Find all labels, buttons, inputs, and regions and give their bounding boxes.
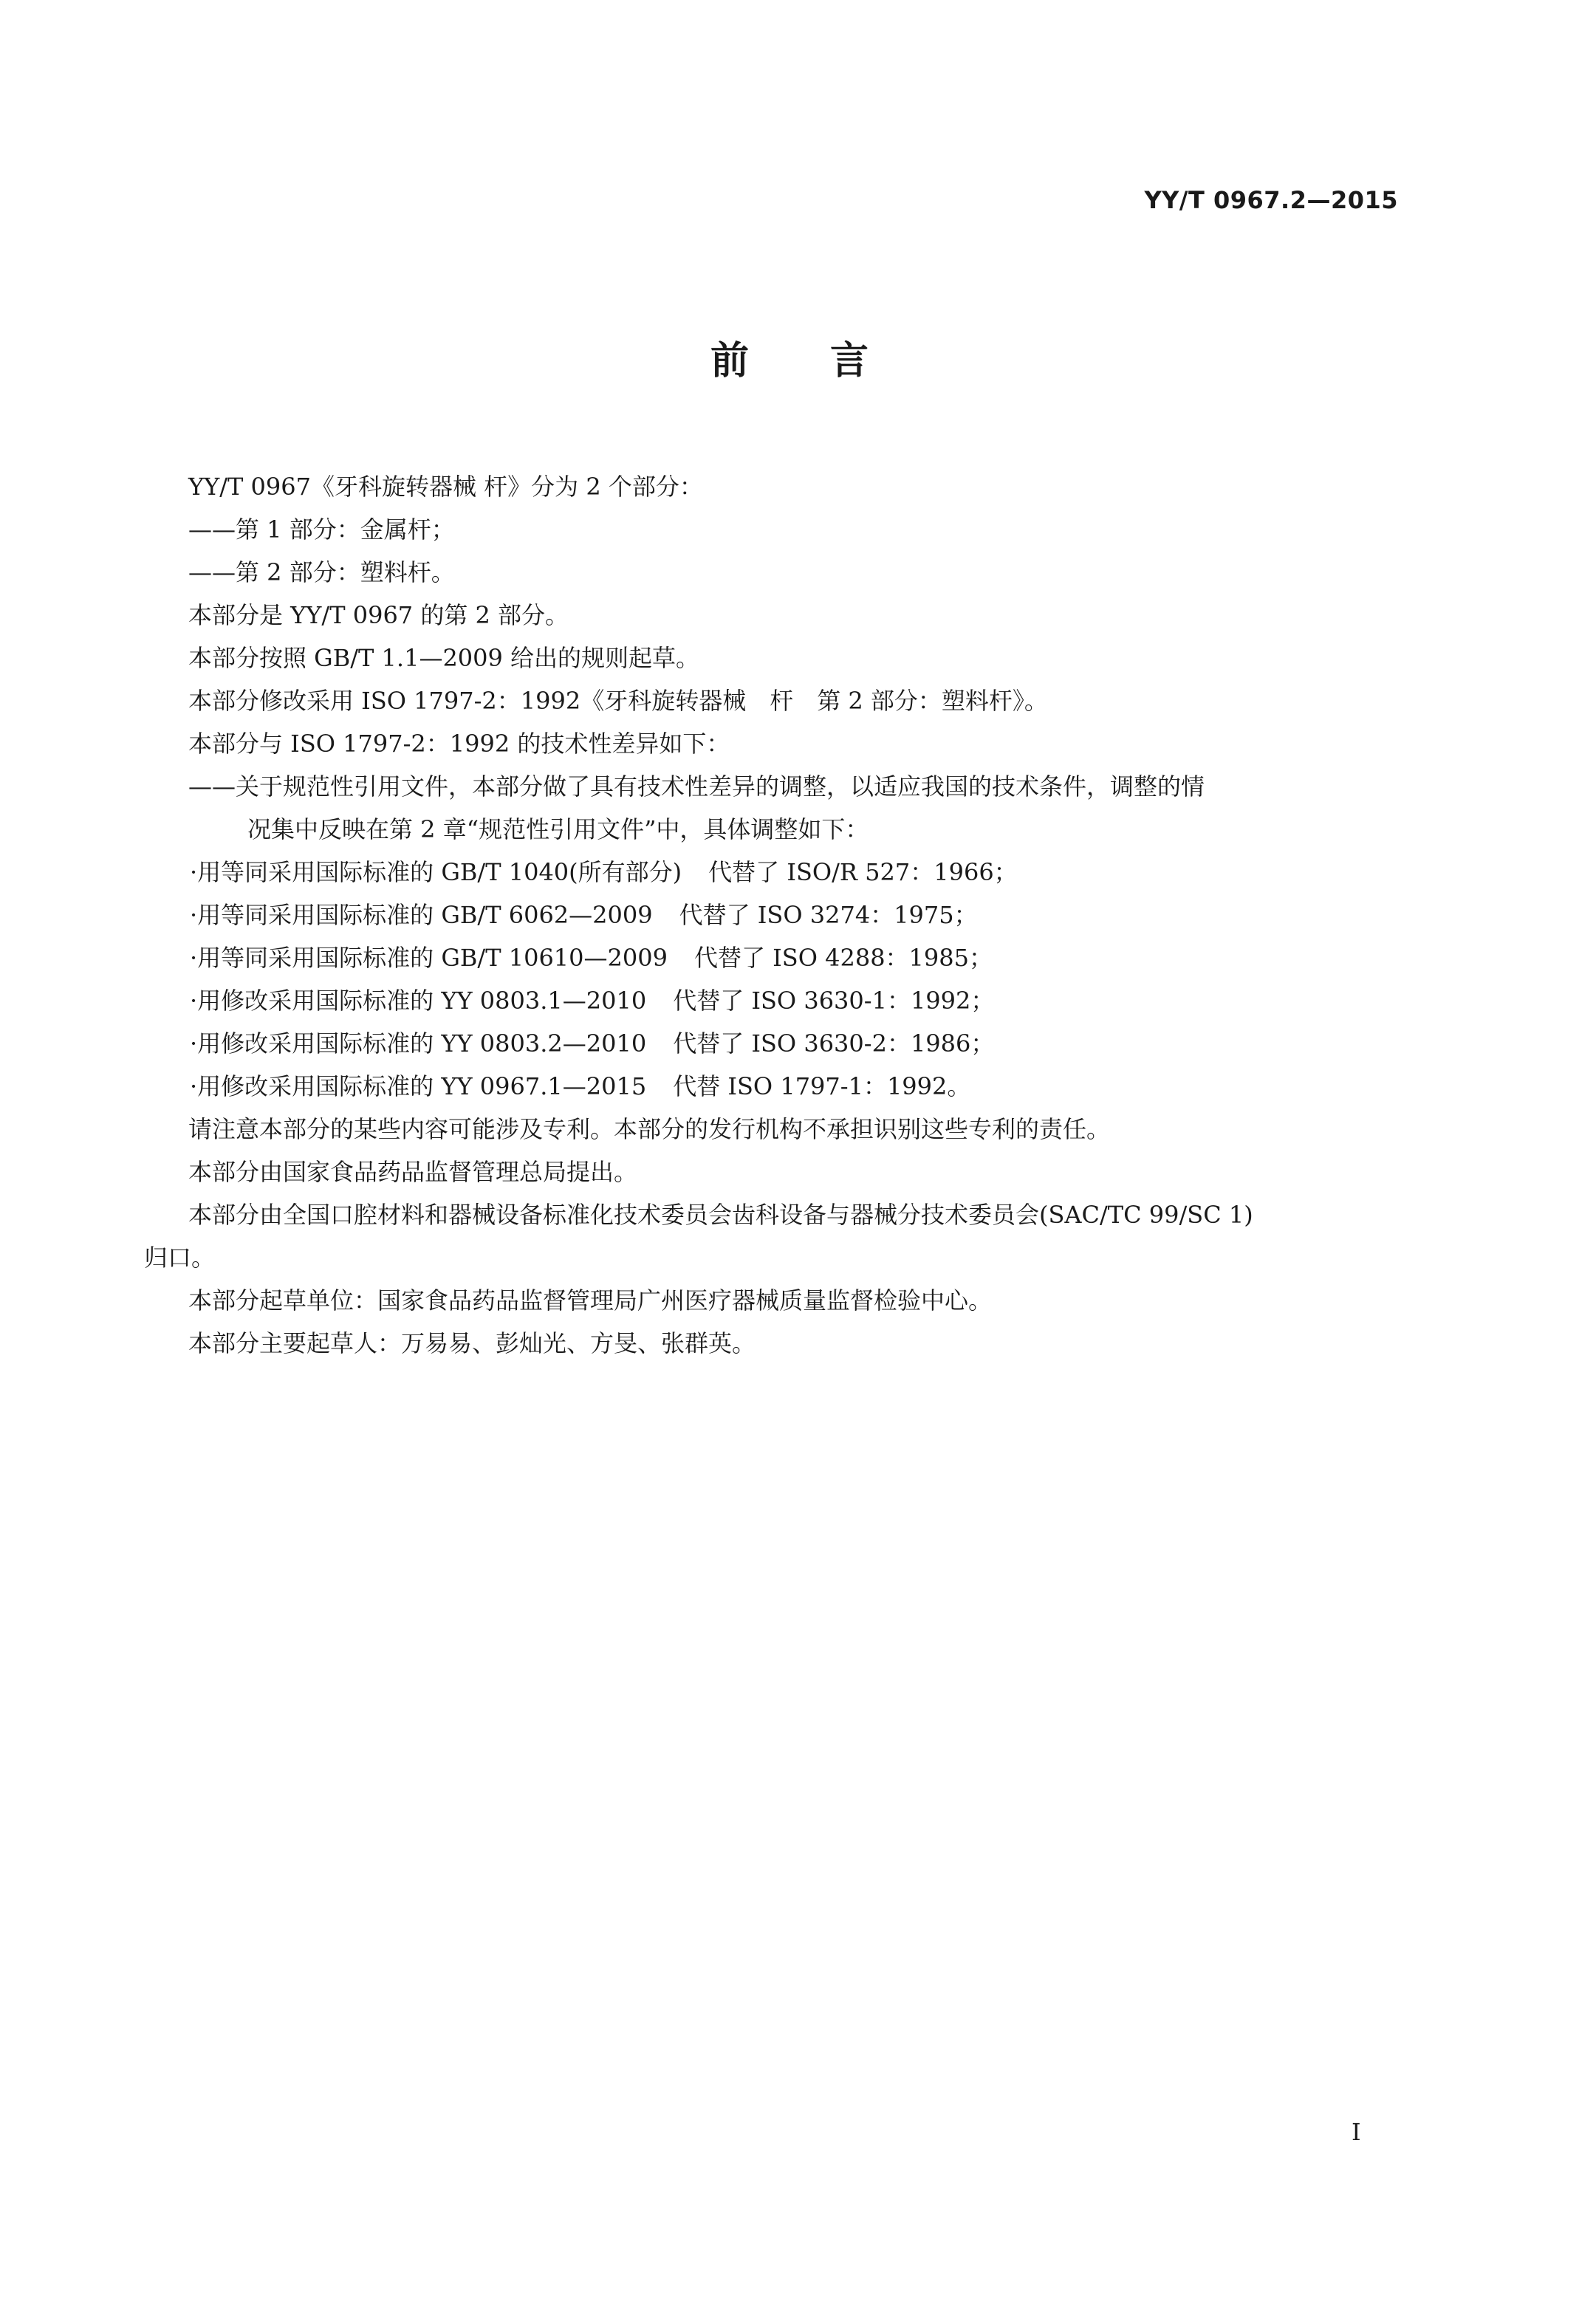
list-item-part-2: ——第 2 部分：塑料杆。 <box>188 558 455 586</box>
list-item <box>144 1065 1400 1108</box>
paragraph-parts-intro: YY/T 0967《牙科旋转器械 杆》分为 2 个部分： <box>188 473 703 501</box>
paragraph-proposed-by: 本部分由国家食品药品监督管理总局提出。 <box>188 1158 638 1186</box>
bullet-standard: ·用等同采用国际标准的 GB/T 1040(所有部分) <box>190 858 682 886</box>
bullet-standard: ·用修改采用国际标准的 YY 0803.2—2010 <box>190 1029 647 1058</box>
foreword-body <box>144 465 1400 1365</box>
paragraph-committee-line2: 归口。 <box>144 1244 216 1272</box>
paragraph-normative-refs-line1: ——关于规范性引用文件，本部分做了具有技术性差异的调整，以适应我国的技术条件，调整的情 <box>188 772 1205 801</box>
paragraph-iso-adoption: 本部分修改采用 ISO 1797-2：1992《牙科旋转器械 杆 第 2 部分：塑料杆》。 <box>188 687 1048 715</box>
bullet-replaces: 代替 ISO 1797-1：1992。 <box>673 1072 971 1100</box>
paragraph-drafting-rules: 本部分按照 GB/T 1.1—2009 给出的规则起草。 <box>188 644 700 672</box>
bullet-replaces: 代替了 ISO 3274：1975； <box>679 901 978 929</box>
bullet-replaces: 代替了 ISO 4288：1985； <box>693 944 993 972</box>
paragraph-this-part: 本部分是 YY/T 0967 的第 2 部分。 <box>188 601 569 629</box>
paragraph-differences-intro: 本部分与 ISO 1797-2：1992 的技术性差异如下： <box>188 730 730 758</box>
list-item-part-1: ——第 1 部分：金属杆； <box>188 515 455 544</box>
paragraph-patent-notice: 请注意本部分的某些内容可能涉及专利。本部分的发行机构不承担识别这些专利的责任。 <box>188 1115 1111 1143</box>
list-item <box>144 851 1400 894</box>
paragraph-normative-refs-line2: 况集中反映在第 2 章“规范性引用文件”中，具体调整如下： <box>247 815 869 843</box>
bullet-standard: ·用修改采用国际标准的 YY 0803.1—2010 <box>190 987 647 1015</box>
bullet-standard: ·用等同采用国际标准的 GB/T 6062—2009 <box>190 901 653 929</box>
bullet-replaces: 代替了 ISO 3630-2：1986； <box>673 1029 995 1058</box>
paragraph-drafters: 本部分主要起草人：万易易、彭灿光、方旻、张群英。 <box>188 1329 756 1357</box>
bullet-replaces: 代替了 ISO/R 527：1966； <box>708 858 1018 886</box>
list-item <box>144 894 1400 936</box>
list-item <box>144 979 1400 1022</box>
bullet-standard: ·用修改采用国际标准的 YY 0967.1—2015 <box>190 1072 647 1100</box>
bullet-standard: ·用等同采用国际标准的 GB/T 10610—2009 <box>190 944 668 972</box>
list-item <box>144 1022 1400 1065</box>
page-number: I <box>1352 2118 1361 2146</box>
bullet-replaces: 代替了 ISO 3630-1：1992； <box>673 987 995 1015</box>
list-item <box>144 936 1400 979</box>
paragraph-drafting-unit: 本部分起草单位：国家食品药品监督管理局广州医疗器械质量监督检验中心。 <box>188 1286 993 1314</box>
paragraph-committee-line1: 本部分由全国口腔材料和器械设备标准化技术委员会齿科设备与器械分技术委员会(SAC/TC 99/SC 1) <box>188 1201 1253 1229</box>
standard-number: YY/T 0967.2—2015 <box>1144 186 1398 214</box>
page-title: 前言 <box>710 339 950 383</box>
